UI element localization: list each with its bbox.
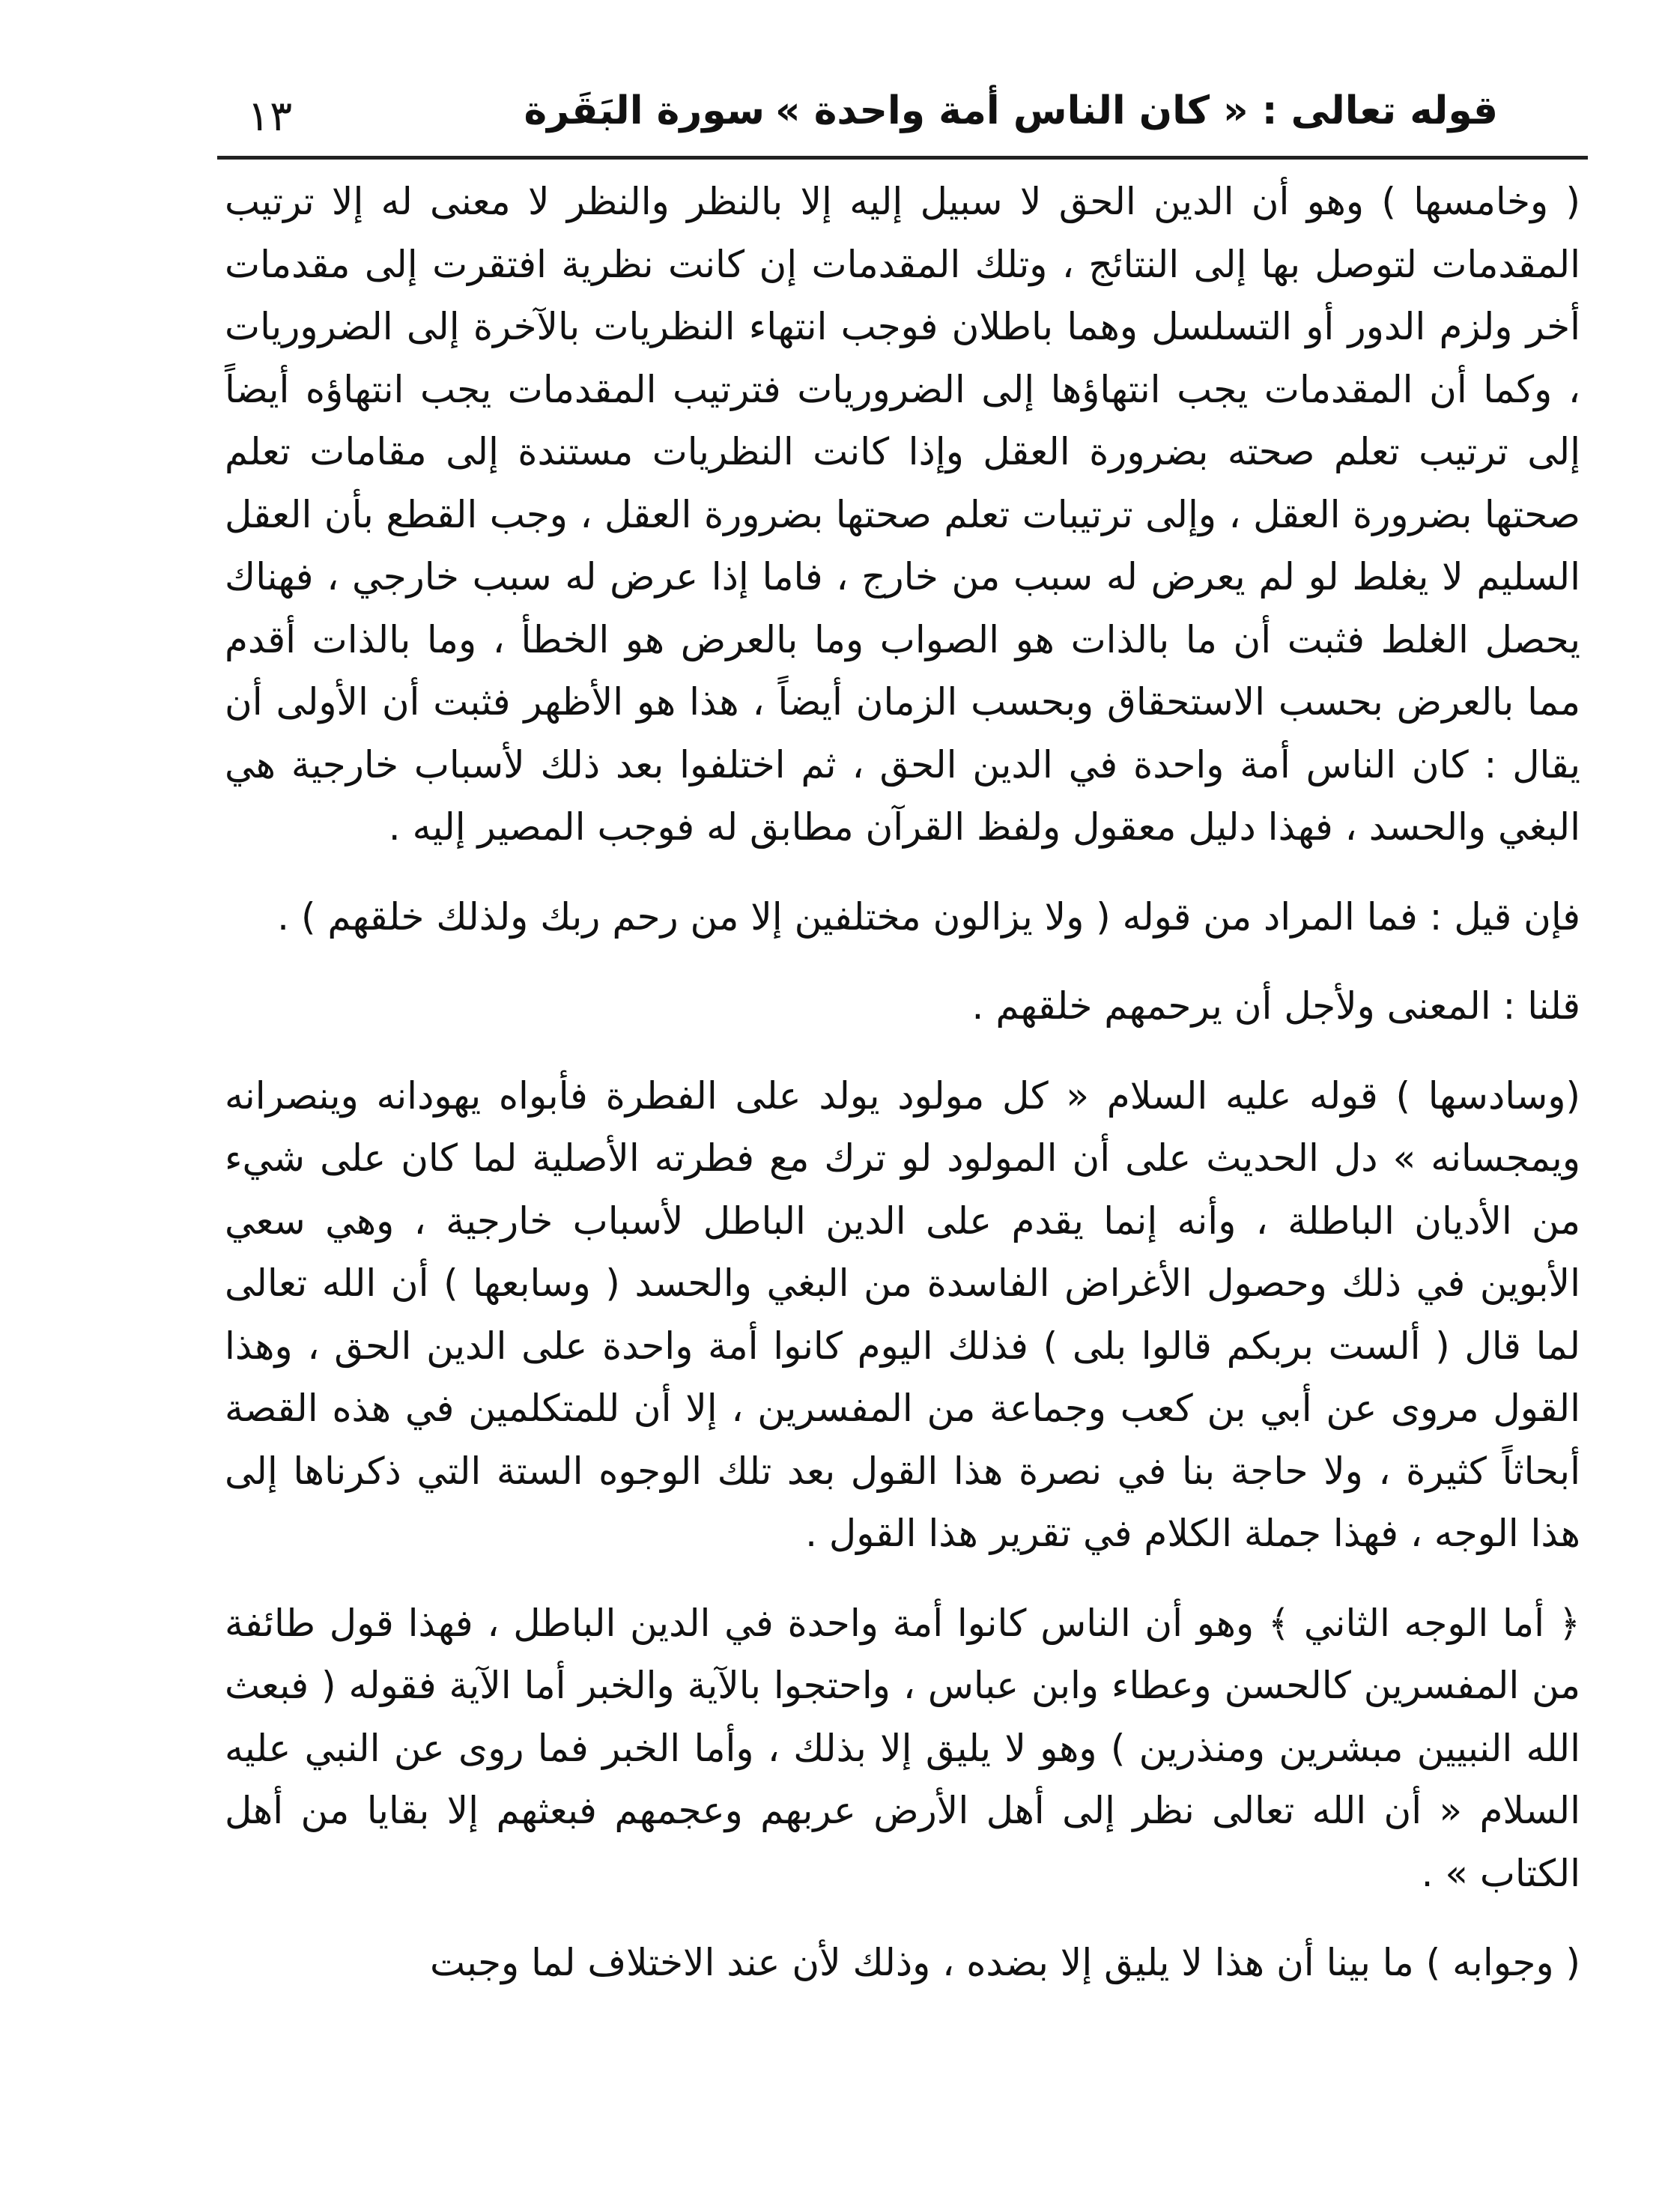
page-body: [225, 171, 1580, 1995]
page-number: ١٣: [247, 92, 293, 141]
paragraph-fifth-reason: ( وخامسها ) وهو أن الدين الحق لا سبيل إليه إلا بالنظر والنظر لا معنى له إلا ترتيب المقدمات لتوصل بها إلى النتائج ، وتلك المقدمات إن كانت نظرية افتقرت إلى مقدمات أخر ولزم الدور أو التسلسل وهما باطلان فوجب انتهاء النظريات بالآخرة إلى الضروريات ، وكما أن المقدمات يجب انتهاؤها إلى الضروريات فترتيب المقدمات يجب انتهاؤه أيضاً إلى ترتيب تعلم صحته بضرورة العقل وإذا كانت النظريات مستندة إلى مقامات تعلم صحتها بضرورة العقل ، وإلى ترتيبات تعلم صحتها بضرورة العقل ، وجب القطع بأن العقل السليم لا يغلط لو لم يعرض له سبب من خارج ، فاما إذا عرض له سبب خارجي ، فهناك يحصل الغلط فثبت أن ما بالذات هو الصواب وما بالعرض هو الخطأ ، وما بالذات أقدم مما بالعرض بحسب الاستحقاق وبحسب الزمان أيضاً ، هذا هو الأظهر فثبت أن الأولى أن يقال : كان الناس أمة واحدة في الدين الحق ، ثم اختلفوا بعد ذلك لأسباب خارجية هي البغي والحسد ، فهذا دليل معقول ولفظ القرآن مطابق له فوجب المصير إليه .: [225, 180, 1580, 849]
running-title-text: قوله تعالى : « كان الناس أمة واحدة »: [775, 88, 1498, 133]
page-header: [217, 82, 1588, 161]
paragraph-reply: ( وجوابه ) ما بينا أن هذا لا يليق إلا بضده ، وذلك لأن عند الاختلاف لما وجبت: [429, 1941, 1580, 1984]
paragraph-question: فإن قيل : فما المراد من قوله ( ولا يزالون مختلفين إلا من رحم ربك ولذلك خلقهم ) .: [277, 894, 1580, 939]
header-rule: [217, 156, 1588, 160]
running-title: [524, 90, 1498, 133]
paragraph-answer: قلنا : المعنى ولأجل أن يرحمهم خلقهم .: [971, 984, 1580, 1028]
surah-label: سورة البَقَرة: [524, 88, 765, 133]
paragraph-second-view: ﴿ أما الوجه الثاني ﴾ وهو أن الناس كانوا أمة واحدة في الدين الباطل ، فهذا قول طائفة من المفسرين كالحسن وعطاء وابن عباس ، واحتجوا بالآية والخبر أما الآية فقوله ( فبعث الله النبيين مبشرين ومنذرين ) وهو لا يليق إلا بذلك ، وأما الخبر فما روى عن النبي عليه السلام « أن الله تعالى نظر إلى أهل الأرض عربهم وعجمهم فبعثهم إلا بقايا من أهل الكتاب » .: [225, 1601, 1580, 1895]
paragraph-sixth-reason: (وسادسها ) قوله عليه السلام « كل مولود يولد على الفطرة فأبواه يهودانه وينصرانه ويمجسانه » دل الحديث على أن المولود لو ترك مع فطرته الأصلية لما كان على شيء من الأديان الباطلة ، وأنه إنما يقدم على الدين الباطل لأسباب خارجية ، وهي سعي الأبوين في ذلك وحصول الأغراض الفاسدة من البغي والحسد ( وسابعها ) أن الله تعالى لما قال ( ألست بربكم قالوا بلى ) فذلك اليوم كانوا أمة واحدة على الدين الحق ، وهذا القول مروى عن أبي بن كعب وجماعة من المفسرين ، إلا أن للمتكلمين في هذه القصة أبحاثاً كثيرة ، ولا حاجة بنا في نصرة هذا القول بعد تلك الوجوه الستة التي ذكرناها إلى هذا الوجه ، فهذا جملة الكلام في تقرير هذا القول .: [225, 1073, 1580, 1555]
